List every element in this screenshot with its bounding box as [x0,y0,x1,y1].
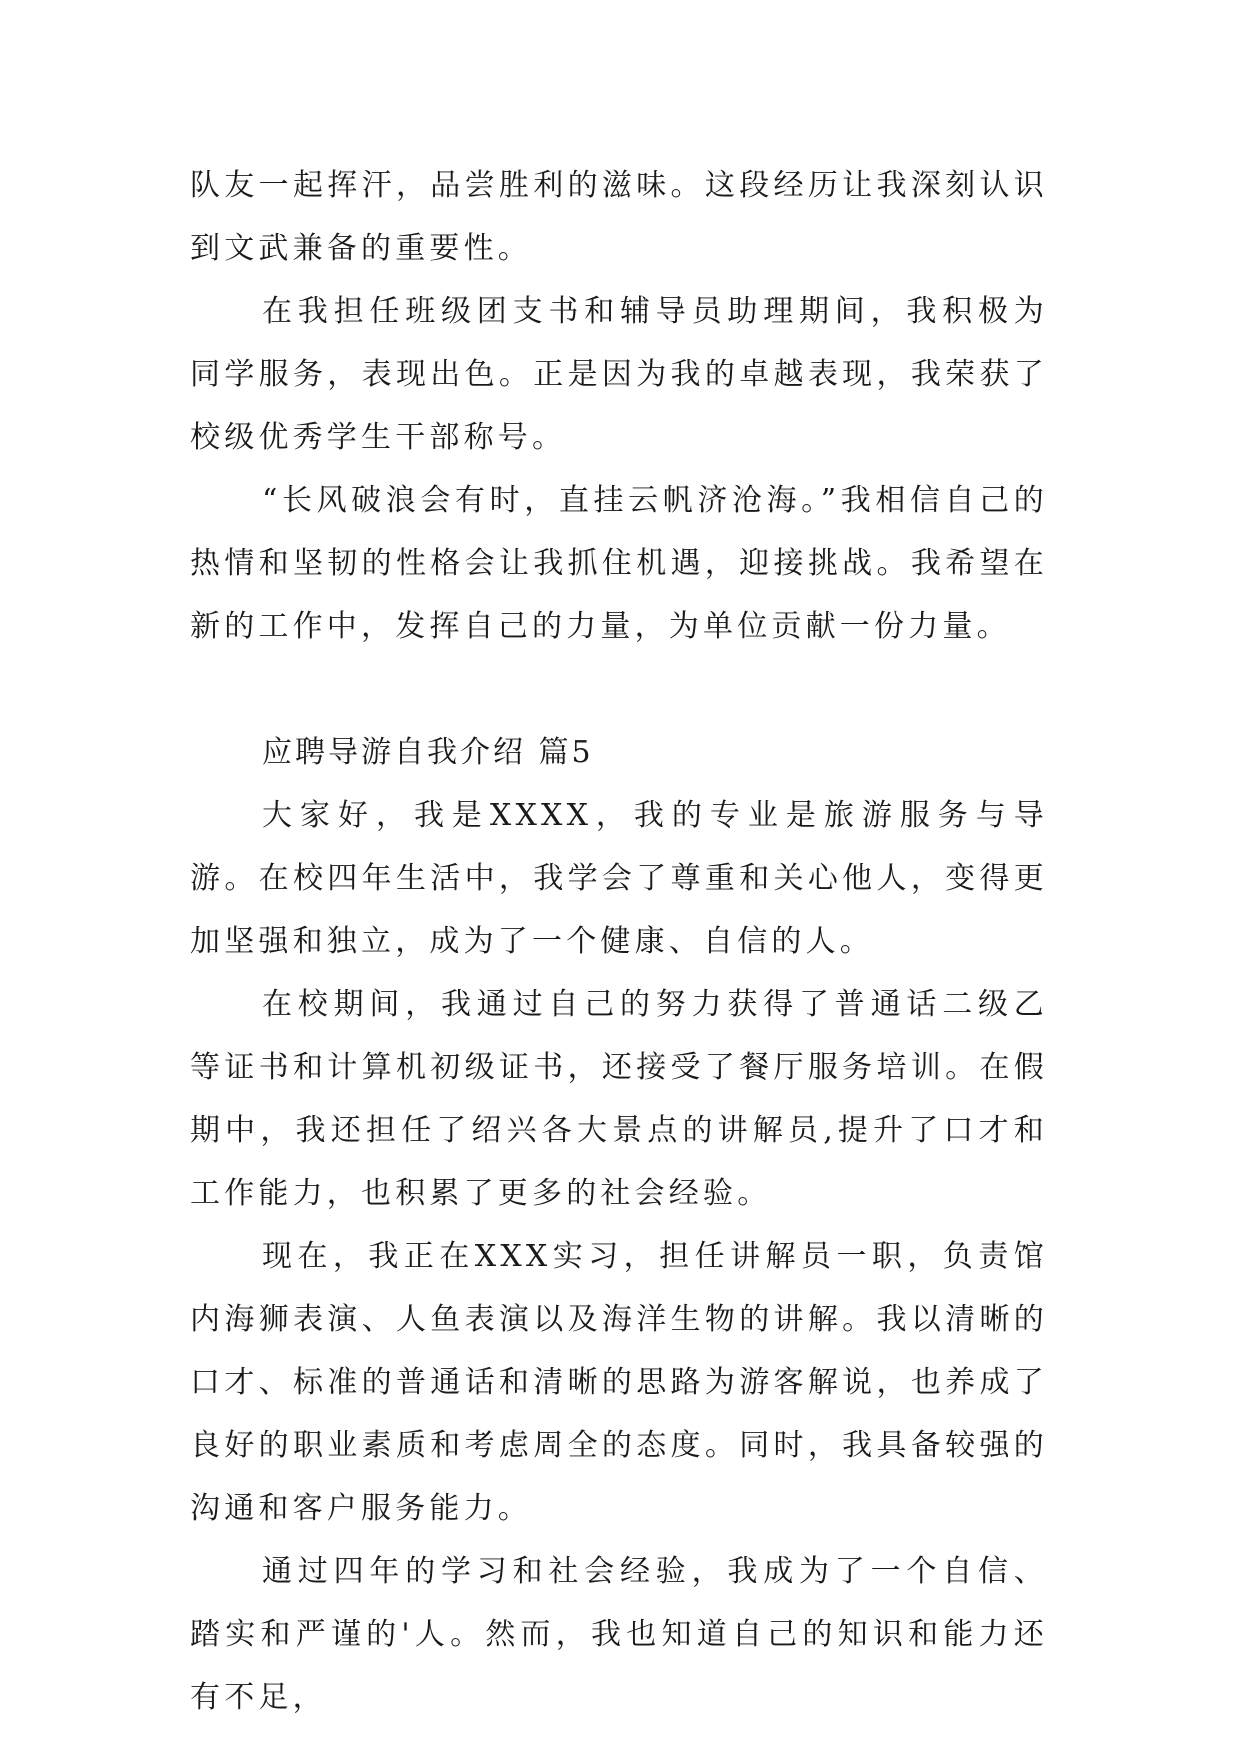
paragraph-continued: 队友一起挥汗，品尝胜利的滋味。这段经历让我深刻认识到文武兼备的重要性。 [190,168,1048,266]
paragraph: 在校期间，我通过自己的努力获得了普通话二级乙等证书和计算机初级证书，还接受了餐厅服务培训。在假期中，我还担任了绍兴各大景点的讲解员,提升了口才和工作能力，也积累了更多的社会经验。 [190,987,1048,1211]
paragraph: 通过四年的学习和社会经验，我成为了一个自信、踏实和严谨的'人。然而，我也知道自己的知识和能力还有不足， [190,1554,1048,1715]
document-body [190,154,1048,1729]
paragraph: 在我担任班级团支书和辅导员助理期间，我积极为同学服务，表现出色。正是因为我的卓越表现，我荣获了校级优秀学生干部称号。 [190,294,1048,455]
paragraph: 现在，我正在XXX实习，担任讲解员一职，负责馆内海狮表演、人鱼表演以及海洋生物的讲解。我以清晰的口才、标准的普通话和清晰的思路为游客解说，也养成了良好的职业素质和考虑周全的态度。同时，我具备较强的沟通和客户服务能力。 [190,1239,1048,1526]
section-title: 应聘导游自我介绍 篇5 [262,735,594,770]
paragraph: “长风破浪会有时，直挂云帆济沧海。”我相信自己的热情和坚韧的性格会让我抓住机遇，迎接挑战。我希望在新的工作中，发挥自己的力量，为单位贡献一份力量。 [190,483,1048,644]
paragraph: 大家好，我是XXXX，我的专业是旅游服务与导游。在校四年生活中，我学会了尊重和关心他人，变得更加坚强和独立，成为了一个健康、自信的人。 [190,798,1048,959]
